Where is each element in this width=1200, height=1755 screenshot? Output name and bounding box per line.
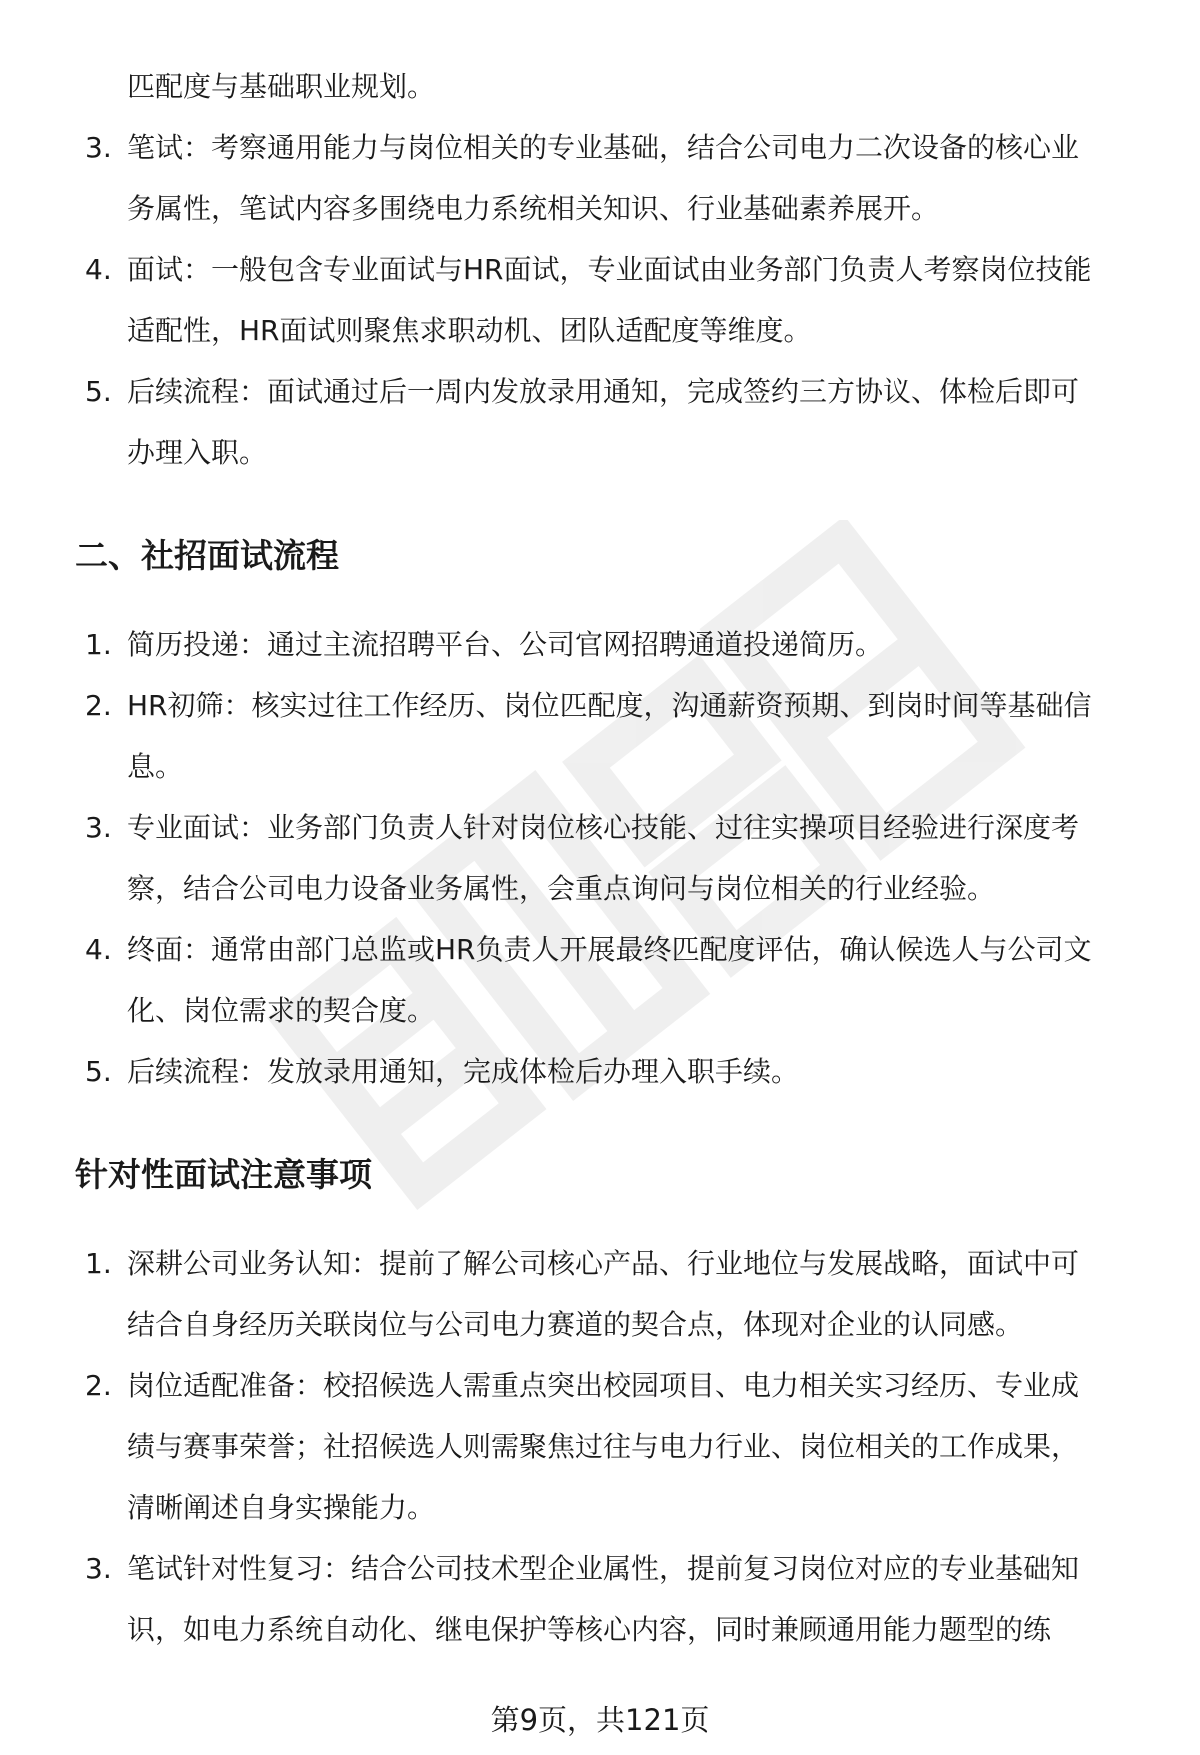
interview-tips-list xyxy=(75,1233,1160,1660)
list-item-text: 化、岗位需求的契合度。 xyxy=(127,994,436,1027)
list-item-line xyxy=(75,614,1160,675)
list-item-line xyxy=(75,1538,1160,1599)
list-item-text: 笔试针对性复习：结合公司技术型企业属性，提前复习岗位对应的专业基础知 xyxy=(127,1552,1080,1585)
list-item-number: 5. xyxy=(85,375,112,408)
list-item-number: 4. xyxy=(85,253,112,286)
list-item-line xyxy=(75,1233,1160,1294)
list-item-line xyxy=(75,919,1160,980)
list-item-number: 1. xyxy=(85,628,112,661)
list-item xyxy=(75,1041,1160,1102)
list-item-line xyxy=(75,422,1160,483)
list-item-text: 岗位适配准备：校招候选人需重点突出校园项目、电力相关实习经历、专业成 xyxy=(127,1369,1080,1402)
list-item-text: 绩与赛事荣誉；社招候选人则需聚焦过往与电力行业、岗位相关的工作成果， xyxy=(127,1430,1080,1463)
list-item-line xyxy=(75,1599,1160,1660)
list-item-line xyxy=(75,797,1160,858)
list-item-line xyxy=(75,858,1160,919)
list-item xyxy=(75,239,1160,361)
list-item-number: 3. xyxy=(85,131,112,164)
list-item-text: 清晰阐述自身实操能力。 xyxy=(127,1491,436,1524)
list-item-text: 面试：一般包含专业面试与HR面试，专业面试由业务部门负责人考察岗位技能 xyxy=(127,253,1092,286)
list-item-text: 识，如电力系统自动化、继电保护等核心内容，同时兼顾通用能力题型的练 xyxy=(127,1613,1052,1646)
social-process-list xyxy=(75,614,1160,1102)
list-item-text: 深耕公司业务认知：提前了解公司核心产品、行业地位与发展战略，面试中可 xyxy=(127,1247,1080,1280)
list-item-number: 1. xyxy=(85,1247,112,1280)
list-item xyxy=(75,1233,1160,1355)
list-item-text: 简历投递：通过主流招聘平台、公司官网招聘通道投递简历。 xyxy=(127,628,884,661)
list-item-line xyxy=(75,239,1160,300)
list-item-number: 2. xyxy=(85,1369,112,1402)
list-item-text: 办理入职。 xyxy=(127,436,268,469)
list-item xyxy=(75,361,1160,483)
list-item-line xyxy=(75,980,1160,1041)
paragraph-continuation: 匹配度与基础职业规划。 xyxy=(127,70,436,103)
list-item-line xyxy=(75,1477,1160,1538)
list-item xyxy=(75,797,1160,919)
page-number-footer: 第9页，共121页 xyxy=(490,1703,710,1737)
list-item-text: 察，结合公司电力设备业务属性，会重点询问与岗位相关的行业经验。 xyxy=(127,872,996,905)
section-heading-social-recruitment: 二、社招面试流程 xyxy=(75,536,339,575)
list-item-text: HR初筛：核实过往工作经历、岗位匹配度，沟通薪资预期、到岗时间等基础信 xyxy=(127,689,1092,722)
list-item-line xyxy=(75,1041,1160,1102)
list-item xyxy=(75,614,1160,675)
list-item-line xyxy=(75,117,1160,178)
list-item xyxy=(75,919,1160,1041)
campus-process-list xyxy=(75,117,1160,483)
list-item-text: 笔试：考察通用能力与岗位相关的专业基础，结合公司电力二次设备的核心业 xyxy=(127,131,1080,164)
list-item-line xyxy=(75,675,1160,736)
list-item-number: 2. xyxy=(85,689,112,722)
list-item-text: 结合自身经历关联岗位与公司电力赛道的契合点，体现对企业的认同感。 xyxy=(127,1308,1024,1341)
section-heading-interview-tips: 针对性面试注意事项 xyxy=(75,1155,372,1194)
list-item-text: 适配性，HR面试则聚焦求职动机、团队适配度等维度。 xyxy=(127,314,812,347)
list-item xyxy=(75,1538,1160,1660)
list-item-text: 务属性，笔试内容多围绕电力系统相关知识、行业基础素养展开。 xyxy=(127,192,940,225)
list-item-line xyxy=(75,736,1160,797)
list-item-number: 3. xyxy=(85,811,112,844)
list-item xyxy=(75,675,1160,797)
list-item-text: 息。 xyxy=(127,750,184,783)
list-item-line xyxy=(75,1355,1160,1416)
list-item-text: 后续流程：发放录用通知，完成体检后办理入职手续。 xyxy=(127,1055,800,1088)
list-item xyxy=(75,117,1160,239)
list-item-line xyxy=(75,300,1160,361)
document-body xyxy=(75,56,1160,1660)
list-item-line xyxy=(75,1416,1160,1477)
list-item-line xyxy=(75,361,1160,422)
list-item-text: 专业面试：业务部门负责人针对岗位核心技能、过往实操项目经验进行深度考 xyxy=(127,811,1080,844)
list-item-number: 4. xyxy=(85,933,112,966)
list-item-text: 终面：通常由部门总监或HR负责人开展最终匹配度评估，确认候选人与公司文 xyxy=(127,933,1092,966)
list-item xyxy=(75,1355,1160,1538)
list-item-line xyxy=(75,178,1160,239)
list-item-text: 后续流程：面试通过后一周内发放录用通知，完成签约三方协议、体检后即可 xyxy=(127,375,1080,408)
list-item-number: 5. xyxy=(85,1055,112,1088)
list-item-line xyxy=(75,1294,1160,1355)
list-item-number: 3. xyxy=(85,1552,112,1585)
